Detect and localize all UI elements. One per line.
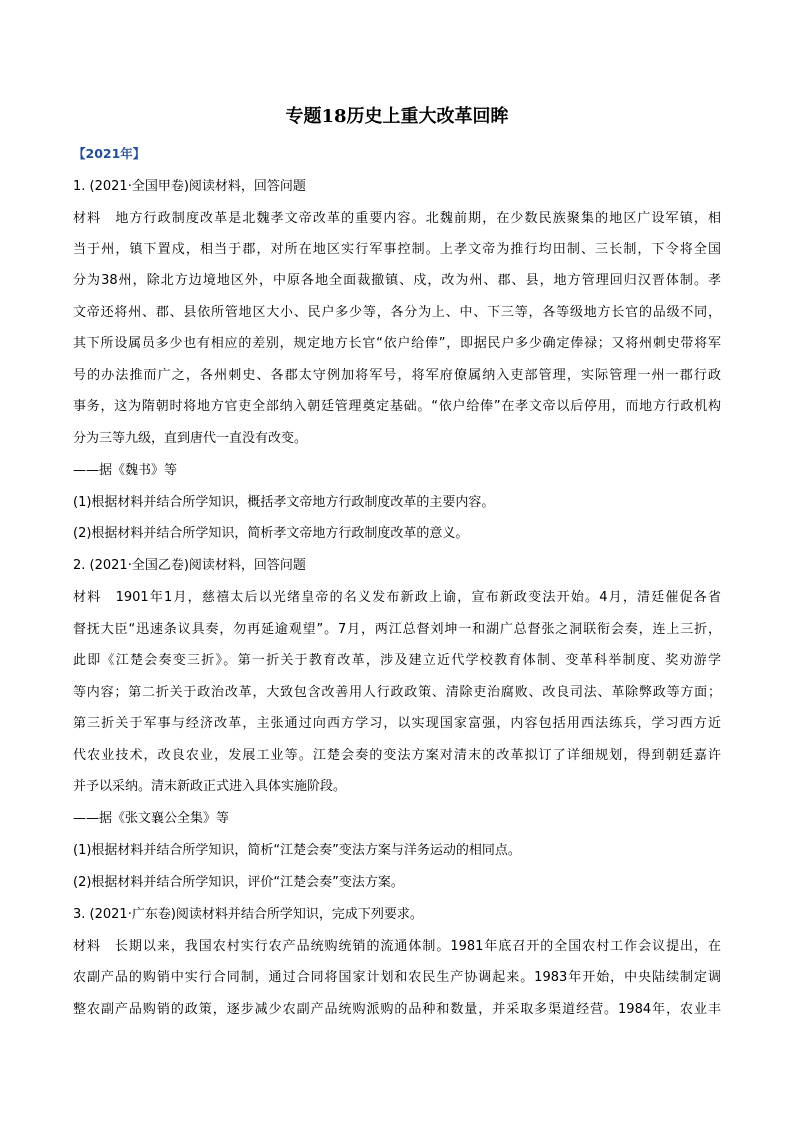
question-1-header: 1. (2021·全国甲卷)阅读材料，回答问题 [73, 179, 306, 194]
q1-material-line: 号的办法推而广之，各州刺史、各郡太守例加将军号，将军府僚属纳入吏部管理，实际管理一州一郡行政 [73, 368, 721, 383]
q1-material-line: 文帝还将州、郡、县依所管地区大小、民户多少等，各分为上、中、下三等，各等级地方长官的品级不同， [73, 305, 721, 320]
page-title: 专题18历史上重大改革回眸 [285, 106, 509, 127]
q2-question-2: (2)根据材料并结合所学知识，评价“江楚会奏”变法方案。 [73, 875, 404, 890]
q2-material-line: 材料 1901年1月，慈禧太后以光绪皇帝的名义发布新政上谕，宣布新政变法开始。4月，清廷催促各省 [73, 590, 721, 605]
section-year-heading: 【2021年】 [73, 146, 146, 161]
q2-source: ——据《张文襄公全集》等 [73, 811, 230, 826]
q2-material-line: 督抚大臣“迅速条议具奏，勿再延逾观望”。7月，两江总督刘坤一和湖广总督张之洞联衔会奏，连上三折， [73, 622, 721, 637]
q1-source: ——据《魏书》等 [73, 463, 178, 478]
q1-question-1: (1)根据材料并结合所学知识，概括孝文帝地方行政制度改革的主要内容。 [73, 495, 495, 510]
q3-material-line: 农副产品的购销中实行合同制，通过合同将国家计划和农民生产协调起来。1983年开始，中央陆续制定调 [73, 970, 721, 985]
q1-material-line: 其下所设属员多少也有相应的差别，规定地方长官“依户给俸”，即据民户多少确定俸禄；又将州刺史带将军 [73, 336, 721, 351]
q2-material-line: 等内容；第二折关于政治改革，大致包含改善用人行政政策、清除吏治腐败、改良司法、革除弊政等方面； [73, 685, 721, 700]
question-3-header: 3. (2021·广东卷)阅读材料并结合所学知识，完成下列要求。 [73, 907, 423, 922]
question-2-header: 2. (2021·全国乙卷)阅读材料，回答问题 [73, 558, 306, 573]
q3-material-line: 材料 长期以来，我国农村实行农产品统购统销的流通体制。1981年底召开的全国农村工作会议提出，在 [73, 939, 721, 954]
q2-material-line: 第三折关于军事与经济改革，主张通过向西方学习，以实现国家富强，内容包括用西法练兵，学习西方近 [73, 716, 721, 731]
q2-question-1: (1)根据材料并结合所学知识，简析“江楚会奏”变法方案与洋务运动的相同点。 [73, 843, 521, 858]
q2-material-line: 代农业技术，改良农业，发展工业等。江楚会奏的变法方案对清末的改革拟订了详细规划，得到朝廷嘉许 [73, 748, 721, 763]
q2-material-line: 并予以采纳。清末新政正式进入具体实施阶段。 [73, 779, 347, 794]
q1-material-line: 材料 地方行政制度改革是北魏孝文帝改革的重要内容。北魏前期，在少数民族聚集的地区广设军镇，相 [73, 211, 721, 226]
q1-material-line: 分为三等九级，直到唐代一直没有改变。 [73, 431, 308, 446]
q1-material-line: 事务，这为隋朝时将地方官吏全部纳入朝廷管理奠定基础。“依户给俸”在孝文帝以后停用，而地方行政机构 [73, 399, 721, 414]
q1-question-2: (2)根据材料并结合所学知识，简析孝文帝地方行政制度改革的意义。 [73, 526, 469, 541]
q1-material-line: 分为38州，除北方边境地区外，中原各地全面裁撤镇、戍，改为州、郡、县，地方管理回归汉晋体制。孝 [73, 273, 721, 288]
q3-material-line: 整农副产品购销的政策，逐步减少农副产品统购派购的品种和数量，并采取多渠道经营。1984年，农业丰 [73, 1002, 721, 1017]
q2-material-line: 此即《江楚会奏变三折》。第一折关于教育改革，涉及建立近代学校教育体制、变革科举制度、奖劝游学 [73, 653, 721, 668]
q1-material-line: 当于州，镇下置戍，相当于郡，对所在地区实行军事控制。上孝文帝为推行均田制、三长制，下令将全国 [73, 242, 721, 257]
